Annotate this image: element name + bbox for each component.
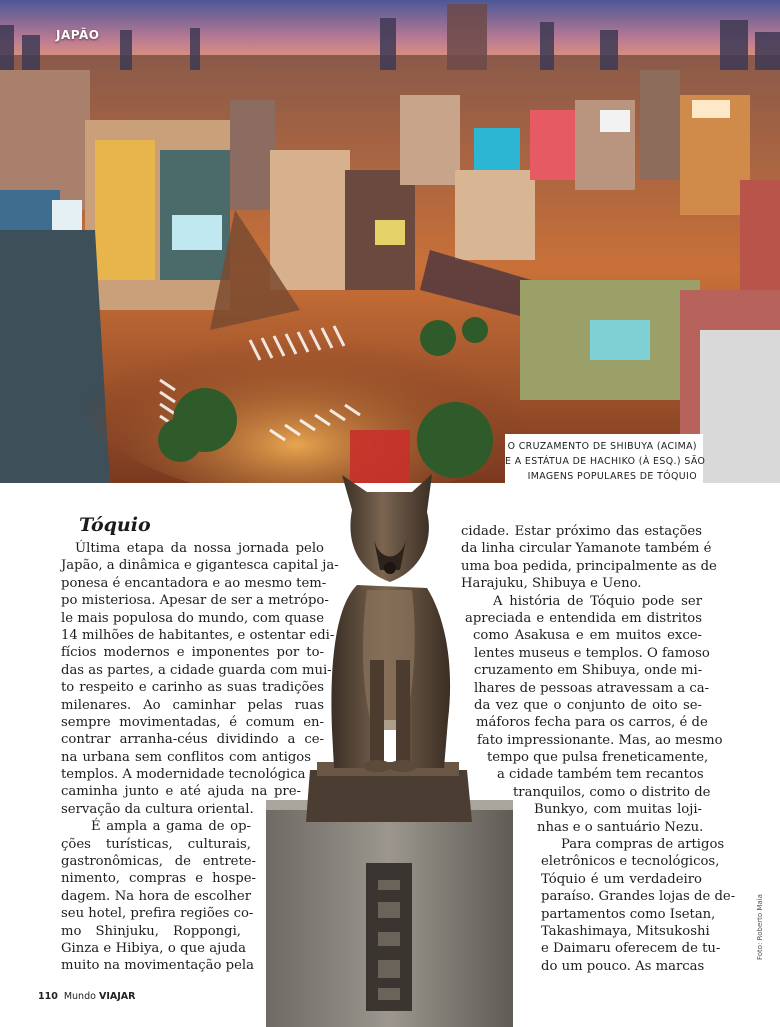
- article-line: lentes museus e templos. O famoso: [474, 645, 710, 661]
- article-line: na urbana sem conflitos com antigos: [61, 749, 311, 765]
- hero-photo-shibuya-crossing: [0, 0, 780, 483]
- article-line: da linha circular Yamanote também é: [461, 541, 712, 557]
- article-line: paraíso. Grandes lojas de de-: [541, 889, 736, 905]
- article-line: nhas e o santuário Nezu.: [537, 819, 704, 835]
- article-line: cruzamento em Shibuya, onde mi-: [474, 663, 703, 679]
- article-title: Tóquio: [79, 514, 151, 536]
- article-line: dagem. Na hora de escolher: [61, 888, 251, 904]
- magazine-prefix: Mundo: [63, 991, 96, 1002]
- shibuya-cityscape-illustration: [0, 0, 780, 483]
- caption-line: O CRUZAMENTO DE SHIBUYA (ACIMA): [507, 441, 697, 452]
- article-line: Última etapa da nossa jornada pelo: [75, 541, 324, 556]
- article-line: to respeito e carinho as suas tradições: [61, 680, 324, 696]
- article-line: das as partes, a cidade guarda com mui-: [61, 662, 332, 678]
- article-line: fícios modernos e imponentes por to-: [61, 645, 324, 661]
- article-line: sempre movimentadas, é comum en-: [61, 714, 324, 730]
- caption-line: E A ESTÁTUA DE HACHIKO (À ESQ.) SÃO: [505, 456, 706, 467]
- article-line: do um pouco. As marcas: [541, 958, 705, 974]
- magazine-name: VIAJAR: [98, 991, 136, 1002]
- article-line: ponesa é encantadora e ao mesmo tem-: [61, 575, 327, 591]
- article-line: muito na movimentação pela: [61, 958, 254, 974]
- article-line: Ginza e Hibiya, o que ajuda: [61, 940, 246, 956]
- article-line: milenares. Ao caminhar pelas ruas: [61, 697, 324, 713]
- article-line: mo Shinjuku, Roppongi,: [61, 923, 241, 939]
- hachiko-statue-photo: [262, 470, 517, 1027]
- article-line: tempo que pulsa freneticamente,: [487, 750, 709, 766]
- article-line: templos. A modernidade tecnológica: [61, 767, 306, 783]
- article-line: caminha junto e até ajuda na pre-: [61, 784, 301, 800]
- article-line: e Daimaru oferecem de tu-: [541, 941, 721, 957]
- article-line: Tóquio é um verdadeiro: [541, 871, 702, 887]
- article-line: A história de Tóquio pode ser: [493, 593, 702, 609]
- article-line: Bunkyo, com muitas loji-: [534, 802, 702, 818]
- article-line: ções turísticas, culturais,: [61, 836, 251, 852]
- article-line: da vez que o conjunto de oito se-: [474, 697, 702, 713]
- article-line: cidade. Estar próximo das estações: [461, 524, 702, 539]
- article-line: Para compras de artigos: [561, 837, 725, 853]
- article-line: Takashimaya, Mitsukoshi: [541, 923, 710, 939]
- page-folio: [38, 991, 135, 1002]
- article-line: seu hotel, prefira regiões co-: [61, 906, 254, 922]
- caption-line: IMAGENS POPULARES DE TÓQUIO: [527, 471, 697, 482]
- article-line: Harajuku, Shibuya e Ueno.: [461, 576, 642, 592]
- article-line: eletrônicos e tecnológicos,: [541, 854, 720, 870]
- article-line: a cidade também tem recantos: [497, 767, 704, 783]
- article-line: le mais populosa do mundo, com quase: [61, 610, 324, 626]
- section-label: JAPÃO: [56, 28, 100, 42]
- article-line: Japão, a dinâmica e gigantesca capital ja-: [61, 558, 339, 574]
- article-line: tranquilos, como o distrito de: [513, 784, 711, 800]
- article-line: servação da cultura oriental.: [61, 801, 254, 817]
- article-line: partamentos como Isetan,: [541, 906, 716, 922]
- article-line: nimento, compras e hospe-: [61, 871, 256, 887]
- photo-credit: Foto: Roberto Maia: [756, 894, 764, 960]
- article-line: como Asakusa e em muitos exce-: [473, 628, 702, 644]
- article-line: 14 milhões de habitantes, e ostentar edi-: [61, 627, 335, 643]
- article-line: po misteriosa. Apesar de ser a metrópo-: [61, 593, 329, 609]
- article-line: gastronômicas, de entrete-: [61, 854, 256, 870]
- article-line: máforos fecha para os carros, é de: [476, 715, 708, 731]
- article-line: É ampla a gama de op-: [91, 819, 251, 835]
- page-number: 110: [38, 991, 58, 1002]
- article-line: uma boa pedida, principalmente as de: [461, 558, 717, 574]
- article-line: contrar arranha-céus dividindo a ce-: [61, 732, 324, 748]
- photo-caption: [505, 434, 706, 483]
- article-line: apreciada e entendida em distritos: [465, 610, 702, 626]
- article-line: fato impressionante. Mas, ao mesmo: [477, 732, 723, 748]
- article-line: lhares de pessoas atravessam a ca-: [474, 680, 710, 696]
